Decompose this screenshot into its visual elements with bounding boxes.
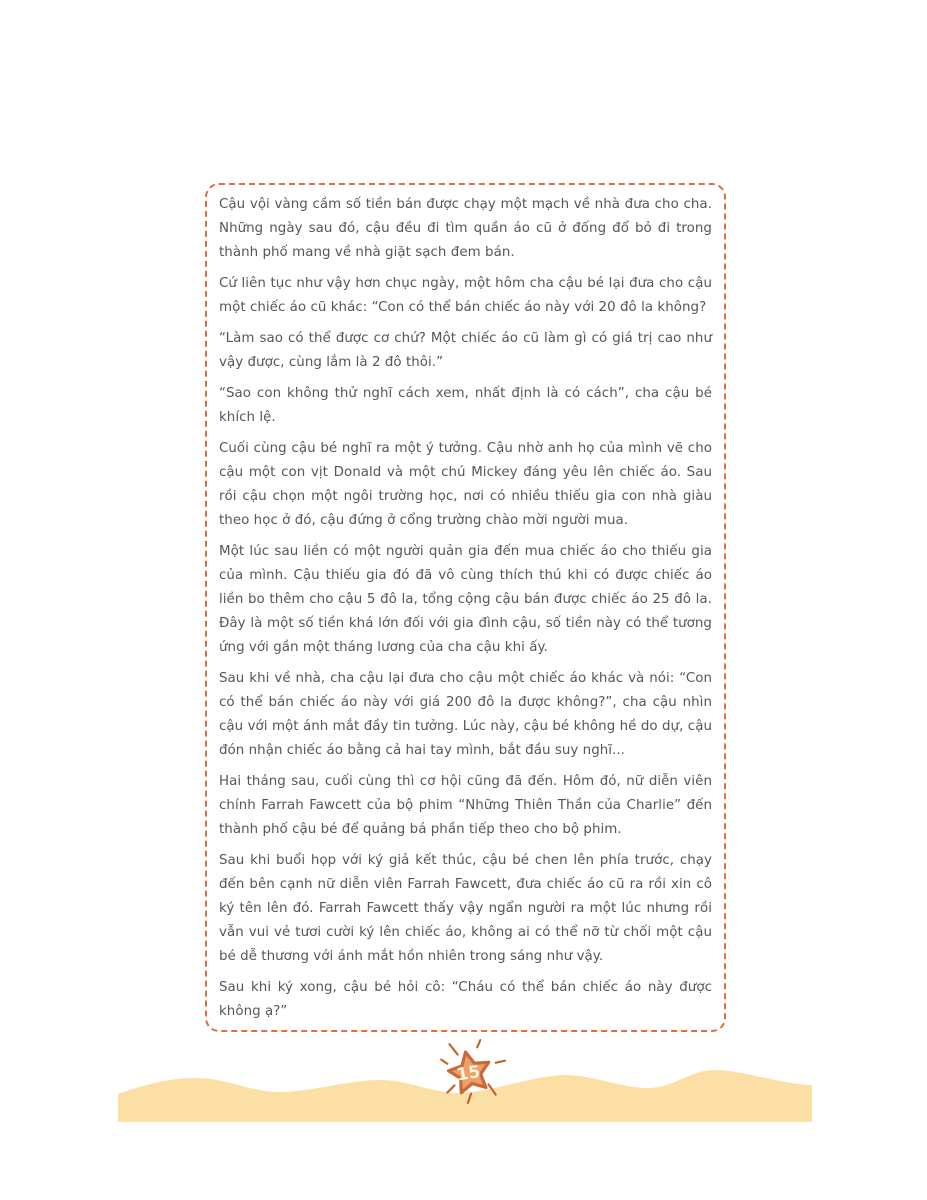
story-paragraph: “Làm sao có thể được cơ chứ? Một chiếc áo cũ làm gì có giá trị cao như vậy được, cùng lắm là 2 đô thôi.” <box>219 331 712 370</box>
star-page-badge <box>434 1036 506 1108</box>
story-paragraph: Sau khi ký xong, cậu bé hỏi cô: “Cháu có thể bán chiếc áo này được không ạ?” <box>219 980 712 1019</box>
story-paragraph: Hai tháng sau, cuối cùng thì cơ hội cũng đã đến. Hôm đó, nữ diễn viên chính Farrah Fawcett của bộ phim “Những Thiên Thần của Charlie” đến thành phố cậu bé để quảng bá phần tiếp theo cho bộ phim. <box>219 774 712 837</box>
story-box <box>205 183 726 1032</box>
page-footer <box>0 1030 927 1200</box>
story-paragraph: “Sao con không thử nghĩ cách xem, nhất định là có cách”, cha cậu bé khích lệ. <box>219 386 712 425</box>
story-paragraph: Một lúc sau liền có một người quản gia đến mua chiếc áo cho thiếu gia của mình. Cậu thiếu gia đó đã vô cùng thích thú khi có được chiếc áo liền bo thêm cho cậu 5 đô la, tổng cộng cậu bán được chiếc áo 25 đô la. Đây là một số tiền khá lớn đối với gia đình cậu, số tiền này có thể tương ứng với gần một tháng lương của cha cậu khi ấy. <box>219 544 712 655</box>
story-paragraph: Cậu vội vàng cầm số tiền bán được chạy một mạch về nhà đưa cho cha. Những ngày sau đó, cậu đều đi tìm quần áo cũ ở đống đổ bỏ đi trong thành phố mang về nhà giặt sạch đem bán. <box>219 197 712 260</box>
story-paragraph: Cuối cùng cậu bé nghĩ ra một ý tưởng. Cậu nhờ anh họ của mình vẽ cho cậu một con vịt Donald và một chú Mickey đáng yêu lên chiếc áo. Sau rồi cậu chọn một ngôi trường học, nơi có nhiều thiếu gia con nhà giàu theo học ở đó, cậu đứng ở cổng trường chào mời người mua. <box>219 441 712 528</box>
story-paragraph: Sau khi buổi họp với ký giả kết thúc, cậu bé chen lên phía trước, chạy đến bên cạnh nữ diễn viên Farrah Fawcett, đưa chiếc áo cũ ra rồi xin cô ký tên lên đó. Farrah Fawcett thấy vậy ngẩn người ra một lúc nhưng rồi vẫn vui vẻ tươi cười ký lên chiếc áo, không ai có thể nỡ từ chối một cậu bé dễ thương với ánh mắt hồn nhiên trong sáng như vậy. <box>219 853 712 964</box>
story-paragraph: Sau khi về nhà, cha cậu lại đưa cho cậu một chiếc áo khác và nói: “Con có thể bán chiếc áo này với giá 200 đô la được không?”, cha cậu nhìn cậu với một ánh mắt đầy tin tưởng. Lúc này, cậu bé không hề do dự, cậu đón nhận chiếc áo bằng cả hai tay mình, bắt đầu suy nghĩ... <box>219 671 712 758</box>
story-paragraph: Cứ liên tục như vậy hơn chục ngày, một hôm cha cậu bé lại đưa cho cậu một chiếc áo cũ khác: “Con có thể bán chiếc áo này với 20 đô la không? <box>219 276 712 315</box>
page-number: 15 <box>455 1061 482 1086</box>
